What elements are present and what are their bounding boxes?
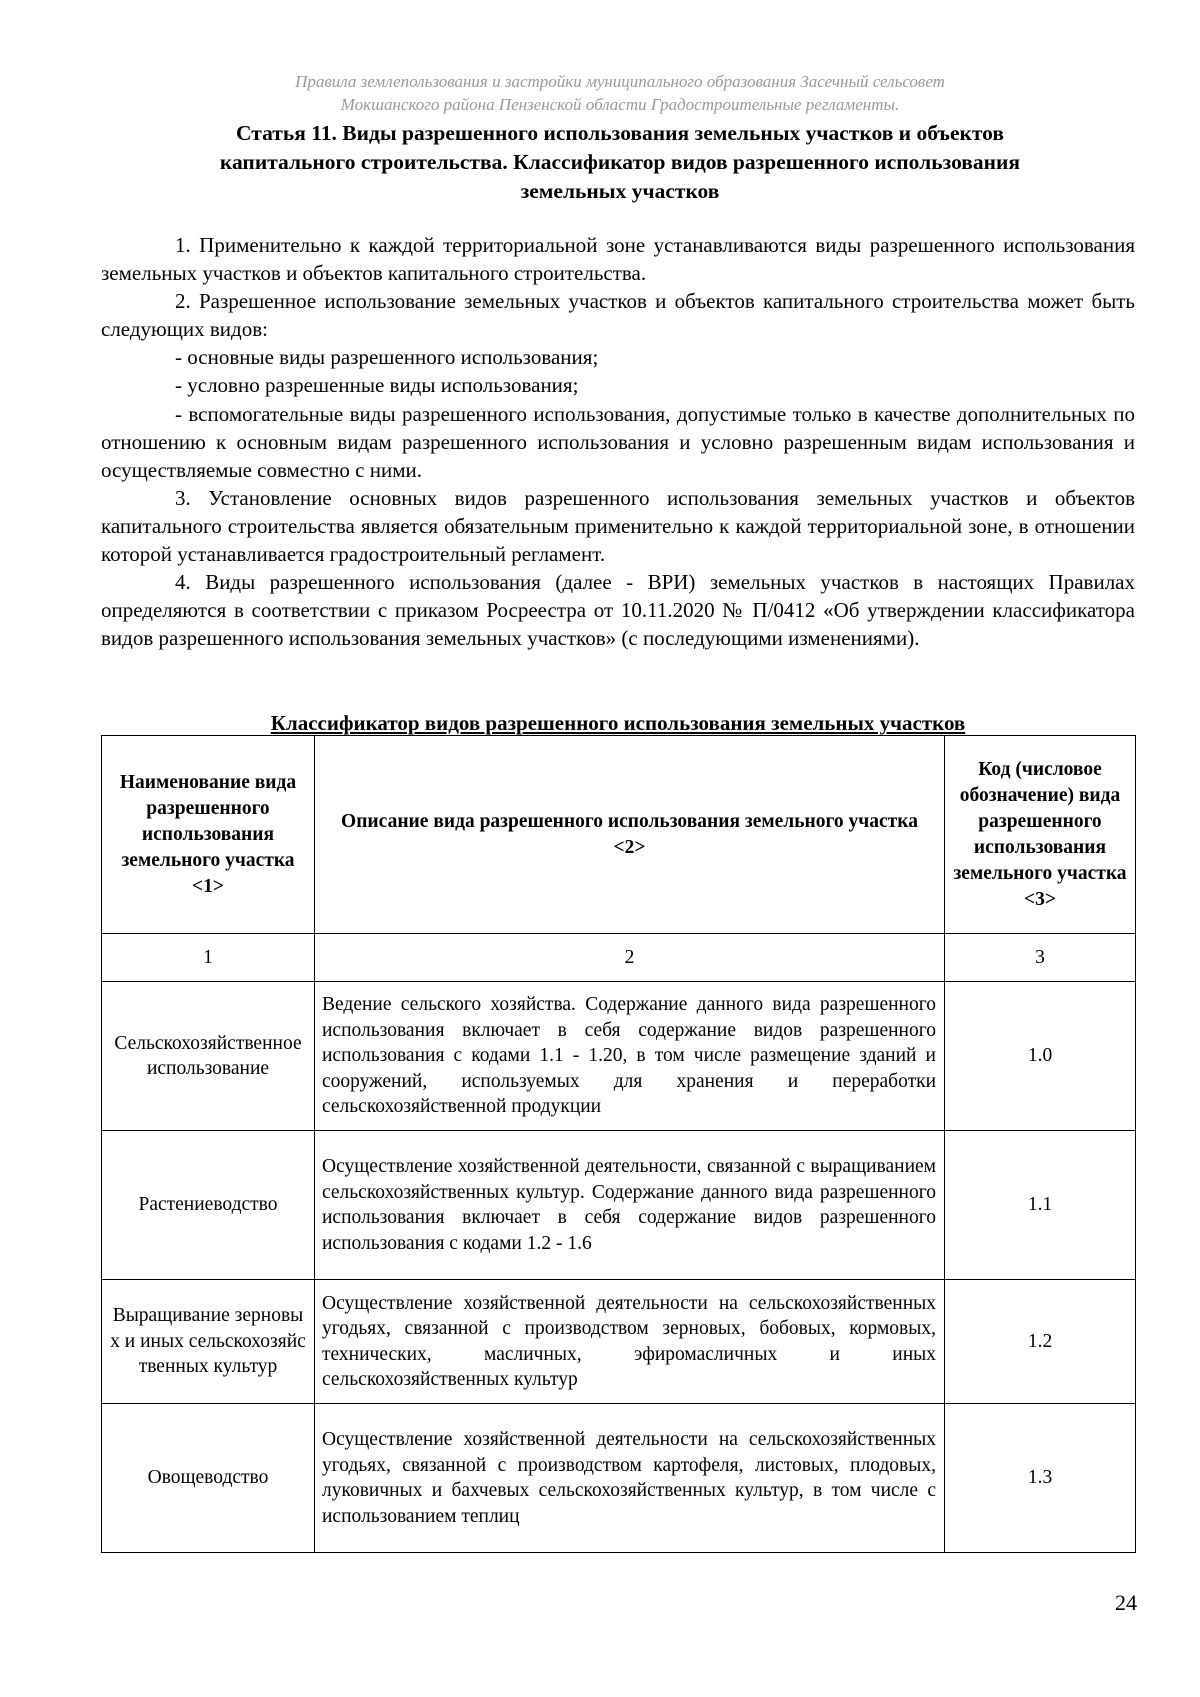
row-description-text: Осуществление хозяйственной деятельности на сельскохозяйственных угодьях, связанной с производством зерновых, бобовых, кормовых, технических, масличных, эфиромасличных и иных сельскохозяйственных культур — [322, 1292, 936, 1390]
table-row — [102, 1131, 1136, 1280]
running-header-line-2: Мокшанского района Пензенской области Градостроительные регламенты. — [340, 95, 900, 114]
row-name: Растениеводство — [102, 1131, 315, 1280]
header-name: Наименование вида разрешенного использования земельного участка <1> — [102, 736, 315, 934]
row-description-text: Ведение сельского хозяйства. Содержание данного вида разрешенного использования включает в себя содержание видов разрешенного использования с кодами 1.1 - 1.20, в том числе размещение зданий и сооружений, используемых для хранения и переработки сельскохозяйственной продукции — [322, 994, 936, 1118]
column-number: 1 — [102, 934, 315, 982]
article-title-line-2: капитального строительства. Классификатор видов разрешенного использования — [219, 150, 1021, 174]
row-code: 1.1 — [945, 1131, 1136, 1280]
table-column-numbers-row — [102, 934, 1136, 982]
row-description — [315, 1131, 945, 1280]
row-description — [315, 982, 945, 1131]
running-header-line-1: Правила землепользования и застройки муниципального образования Засечный сельсовет — [295, 72, 945, 91]
article-title — [140, 119, 1100, 206]
page-number: 24 — [1115, 1590, 1137, 1615]
column-number: 2 — [315, 934, 945, 982]
row-code: 1.3 — [945, 1404, 1136, 1553]
list-item-auxiliary: - вспомогательные виды разрешенного использования, допустимые только в качестве дополнительных по отношению к основным видам разрешенного использования и условно разрешенным видам использования и осуществляемые совместно с ними. — [101, 401, 1135, 482]
row-code: 1.0 — [945, 982, 1136, 1131]
table-header-row — [102, 736, 1136, 934]
paragraph-1: 1. Применительно к каждой территориальной зоне устанавливаются виды разрешенного использования земельных участков и объектов капитального строительства. — [101, 233, 1135, 286]
paragraph-4: 4. Виды разрешенного использования (далее - ВРИ) земельных участков в настоящих Правилах определяются в соответствии с приказом Росреестра от 10.11.2020 № П/0412 «Об утверждении классификатора видов разрешенного использования земельных участков» (с последующими изменениями). — [101, 570, 1135, 651]
column-number: 3 — [945, 934, 1136, 982]
row-description — [315, 1404, 945, 1553]
list-item-main: - основные виды разрешенного использования; — [175, 345, 599, 370]
paragraph-2: 2. Разрешенное использование земельных участков и объектов капитального строительства может быть следующих видов: — [101, 289, 1135, 342]
running-header — [100, 70, 1140, 116]
row-name: Сельскохозяйственное использование — [102, 982, 315, 1131]
list-item-conditional: - условно разрешенные виды использования; — [175, 373, 579, 398]
article-title-line-3: земельных участков — [520, 179, 720, 203]
row-name: Овощеводство — [102, 1404, 315, 1553]
article-title-line-1: Статья 11. Виды разрешенного использования земельных участков и объектов — [236, 121, 1004, 145]
paragraph-3: 3. Установление основных видов разрешенного использования земельных участков и объектов капитального строительства является обязательным применительно к каждой территориальной зоне, в отношении которой устанавливается градостроительный регламент. — [101, 485, 1135, 567]
row-description-text: Осуществление хозяйственной деятельности, связанной с выращиванием сельскохозяйственных культур. Содержание данного вида разрешенного использования включает в себя содержание видов разрешенного использования с кодами 1.2 - 1.6 — [322, 1156, 936, 1254]
table-row — [102, 1280, 1136, 1404]
row-description-text: Осуществление хозяйственной деятельности на сельскохозяйственных угодьях, связанной с производством картофеля, листовых, плодовых, луковичных и бахчевых сельскохозяйственных культур, в том числе с использованием теплиц — [322, 1429, 936, 1527]
header-code: Код (числовое обозначение) вида разрешенного использования земельного участка <3> — [945, 736, 1136, 934]
row-description — [315, 1280, 945, 1404]
row-name: Выращивание зерновых и иных сельскохозяйственных культур — [102, 1280, 315, 1404]
vri-classifier-table — [101, 735, 1136, 1553]
header-description: Описание вида разрешенного использования земельного участка <2> — [315, 736, 945, 934]
table-caption: Классификатор видов разрешенного использования земельных участков — [270, 711, 966, 735]
table-row — [102, 982, 1136, 1131]
article-body — [101, 231, 1135, 652]
row-code: 1.2 — [945, 1280, 1136, 1404]
table-row — [102, 1404, 1136, 1553]
